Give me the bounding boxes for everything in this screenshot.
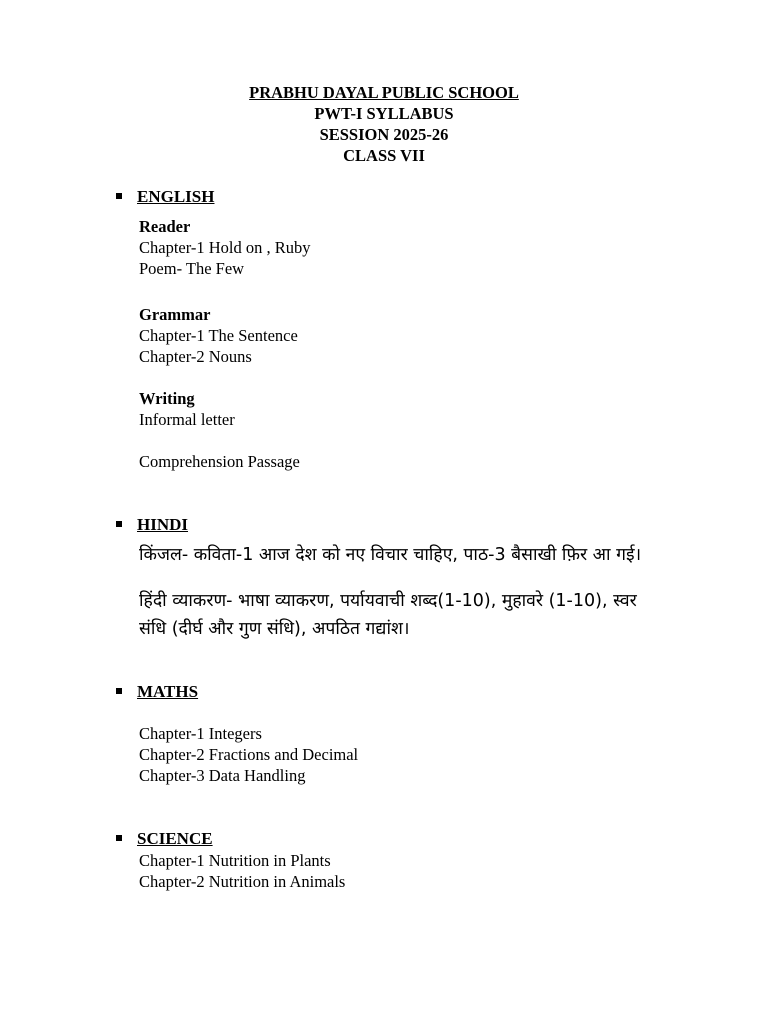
bullet-icon: [116, 521, 122, 527]
list-item: Chapter-1 Nutrition in Plants: [139, 851, 331, 870]
reader-heading: Reader: [139, 217, 191, 236]
section-title-english: ENGLISH: [137, 187, 215, 206]
list-item: Chapter-2 Nouns: [139, 347, 252, 366]
writing-heading: Writing: [139, 389, 195, 408]
section-hindi: [116, 515, 188, 535]
section-title-maths: MATHS: [137, 682, 199, 701]
science-block: [139, 850, 345, 892]
section-science: [116, 829, 213, 849]
hindi-paragraph-2: [139, 587, 699, 643]
maths-block: [139, 723, 358, 786]
hindi-text: किंजल- कविता-1 आज देश को नए विचार चाहिए, पाठ-3 बैसाखी फ़िर आ गई।: [139, 545, 642, 565]
session-label: SESSION 2025-26: [319, 125, 449, 144]
english-reader-block: [139, 216, 311, 279]
bullet-icon: [116, 193, 122, 199]
section-title-science: SCIENCE: [137, 829, 213, 848]
document-header: [0, 82, 768, 166]
list-item: Chapter-2 Nutrition in Animals: [139, 872, 346, 891]
section-english: [116, 187, 214, 207]
english-writing-block: [139, 388, 235, 430]
english-comprehension-block: [139, 451, 300, 472]
list-item: Chapter-1 Integers: [139, 724, 262, 743]
list-item: Chapter-3 Data Handling: [139, 766, 306, 785]
bullet-icon: [116, 835, 122, 841]
list-item: Chapter-2 Fractions and Decimal: [139, 745, 359, 764]
hindi-text: संधि (दीर्घ और गुण संधि), अपठित गद्यांश।: [139, 619, 410, 639]
class-label: CLASS VII: [343, 146, 425, 165]
list-item: Chapter-1 The Sentence: [139, 326, 298, 345]
school-name: PRABHU DAYAL PUBLIC SCHOOL: [249, 83, 519, 102]
section-title-hindi: HINDI: [137, 515, 189, 534]
english-grammar-block: [139, 304, 298, 367]
list-item: Informal letter: [139, 410, 235, 429]
grammar-heading: Grammar: [139, 305, 211, 324]
list-item: Chapter-1 Hold on , Ruby: [139, 238, 311, 257]
list-item: Comprehension Passage: [139, 452, 300, 471]
hindi-text: हिंदी व्याकरण- भाषा व्याकरण, पर्यायवाची शब्द(1-10), मुहावरे (1-10), स्वर: [139, 591, 637, 611]
list-item: Poem- The Few: [139, 259, 245, 278]
bullet-icon: [116, 688, 122, 694]
syllabus-title: PWT-I SYLLABUS: [314, 104, 454, 123]
hindi-paragraph-1: [139, 541, 699, 569]
section-maths: [116, 682, 198, 702]
